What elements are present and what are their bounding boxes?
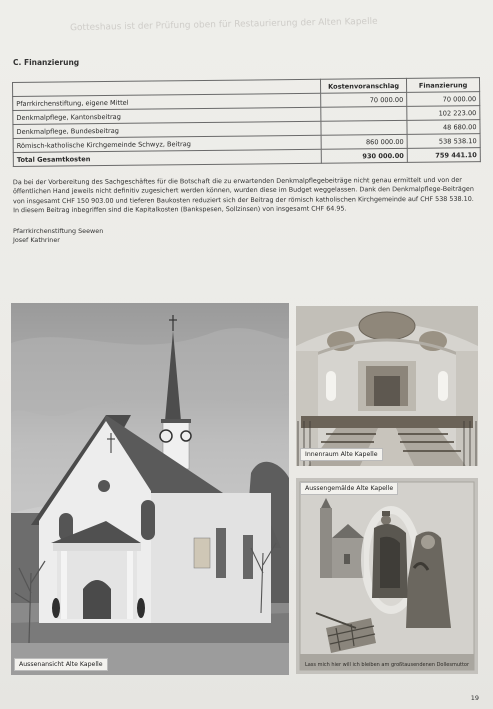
- total-financing: 759 441.10: [407, 148, 480, 163]
- row-label: Denkmalpflege, Bundesbeitrag: [13, 121, 321, 138]
- row-label: Pfarrkirchenstiftung, eigene Mittel: [13, 93, 321, 110]
- row-label: Römisch-katholische Kirchgemeinde Schwyz, Beitrag: [13, 135, 321, 152]
- bleed-through-text: Gotteshaus ist der Prüfung oben für Restaurierung der Alten Kapelle: [69, 16, 378, 34]
- exterior-photo: [11, 303, 289, 675]
- row-estimate: 860 000.00: [321, 134, 407, 149]
- financing-table: [12, 77, 481, 167]
- exterior-caption: Aussenansicht Alte Kapelle: [14, 658, 108, 671]
- church-exterior-image: [11, 303, 289, 675]
- row-estimate: [321, 106, 407, 121]
- total-estimate: 930 000.00: [321, 148, 407, 163]
- table-header-cell: Kostenvoranschlag: [321, 78, 407, 93]
- painting-caption: Aussengemälde Alte Kapelle: [300, 482, 398, 495]
- row-financing: 102 223.00: [407, 106, 480, 121]
- row-financing: 70 000.00: [407, 92, 480, 107]
- row-financing: 48 680.00: [407, 120, 480, 135]
- row-estimate: [321, 120, 407, 135]
- row-label: Denkmalpflege, Kantonsbeitrag: [13, 107, 321, 124]
- total-label: Total Gesamtkosten: [13, 149, 321, 166]
- row-financing: 538 538.10: [407, 134, 480, 149]
- signature-name: Josef Kathriner: [13, 236, 60, 244]
- painting-inscription: Lass mich hier will ich bleiben am großtausendenen Dollesmuttor: [304, 662, 470, 668]
- interior-caption: Innenraum Alte Kapelle: [300, 448, 383, 461]
- church-interior-image: [296, 306, 478, 466]
- interior-photo: [296, 306, 478, 466]
- body-paragraph: Da bei der Vorbereitung des Sachgeschäftes für die Botschaft die zu erwartenden Denkmalpflegebeiträge nicht genau ermittelt und von der öffentlichen Hand jeweils nicht definitiv zugesichert werden können, wurden diese im Budget weggelassen. Dank den Denkmalpflege-Beiträgen von insgesamt CHF 150 903.00 und tieferen Baukosten reduziert sich der Beitrag der römisch katholischen Kirchgemeinde auf CHF 538 538.10. In diesem Beitrag inbegriffen sind die Kapitalkosten (Bankspesen, Sollzinsen) von insgesamt CHF 64.95.: [12, 175, 474, 215]
- painting-photo: [296, 478, 478, 674]
- table-header-cell: Finanzierung: [407, 78, 480, 93]
- exterior-painting-image: [296, 478, 478, 674]
- row-estimate: 70 000.00: [321, 92, 407, 107]
- signature-block: [13, 227, 103, 245]
- signature-org: Pfarrkirchenstiftung Seewen: [13, 227, 104, 235]
- section-title: C. Finanzierung: [13, 58, 80, 67]
- page-number: 19: [470, 694, 479, 702]
